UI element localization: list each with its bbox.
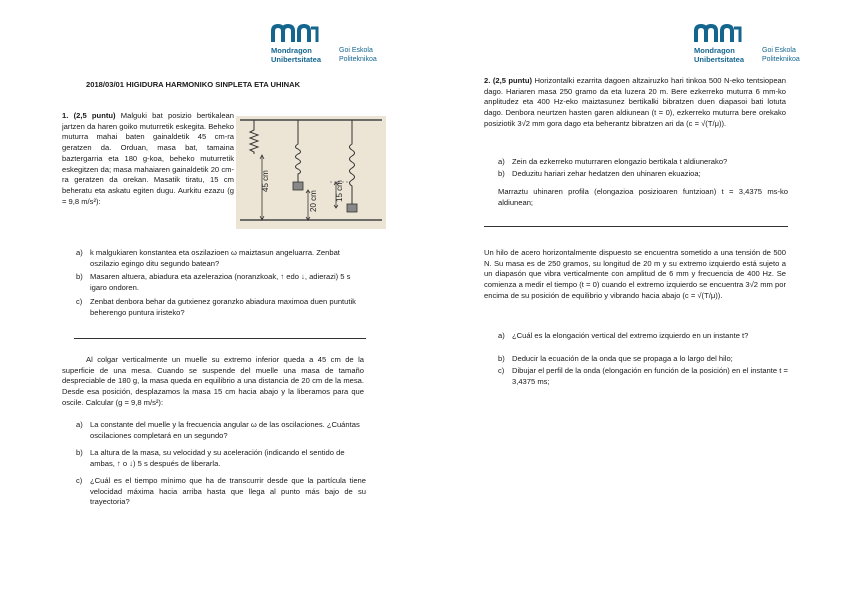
item-text: k malgukiaren konstantea eta oszilazioen ω maiztasun angeluarra. Zenbat oszilazio egingo ditu segundo batean? xyxy=(90,248,340,268)
divider xyxy=(74,338,366,339)
question-2-eu-item-b xyxy=(498,169,788,180)
label-15cm: 15 cm xyxy=(335,180,344,202)
logo-mark-icon xyxy=(694,24,742,44)
question-2-es-item-c xyxy=(498,366,788,388)
item-text: Deduzitu hariari zehar hedatzen den uhinaren ekuazioa; xyxy=(512,169,701,178)
spring-diagram-icon xyxy=(236,116,386,229)
university-logo xyxy=(694,24,834,66)
item-text: ¿Cuál es el tiempo mínimo que ha de transcurrir desde que la partícula tiene velocidad máxima hacia arriba hasta que llega al punto más bajo de su trayectoria? xyxy=(90,476,366,507)
logo-name-line2: Unibertsitatea xyxy=(694,55,745,64)
question-1-number: 1. xyxy=(62,111,69,120)
item-label: c) xyxy=(76,476,83,485)
label-20cm: 20 cm xyxy=(309,190,318,212)
question-1-es-text: Al colgar verticalmente un muelle su extremo inferior queda a 45 cm de la superficie de una mesa. Cuando se suspende del muelle una masa de tamaño despreciable de 180 g, la masa queda en equilibrio a una distancia de 20 cm de la mesa. Desde esa posición, desplazamos la masa 15 cm hacia abajo y la liberamos para que oscile. Calcular (g = 9,8 m/s²): xyxy=(62,355,364,407)
item-label: b) xyxy=(76,448,83,457)
logo-school-line1: Goi Eskola xyxy=(762,47,796,54)
item-label: b) xyxy=(76,272,83,281)
item-text: La constante del muelle y la frecuencia angular ω de las oscilaciones. ¿Cuántas oscilaciones completará en un segundo? xyxy=(90,420,360,440)
logo-name-line2: Unibertsitatea xyxy=(271,55,322,64)
university-logo xyxy=(271,24,411,66)
question-2-es-item-a xyxy=(498,331,788,353)
item-label: a) xyxy=(498,157,505,166)
item-label: a) xyxy=(76,420,83,429)
question-2-points: (2,5 puntu) xyxy=(492,76,532,85)
divider xyxy=(484,226,788,227)
question-1-points: (2,5 puntu) xyxy=(73,111,116,120)
item-text: ¿Cuál es la elongación vertical del extremo izquierdo en un instante t? xyxy=(512,331,749,340)
item-text: Dibujar el perfil de la onda (elongación en función de la posición) en el instante t = 3,4375 ms; xyxy=(512,366,788,386)
question-1-eu-item-b xyxy=(76,272,366,294)
question-1-es-item-a xyxy=(76,420,366,442)
item-label: c) xyxy=(76,297,83,306)
question-2-eu-text: Horizontalki ezarrita dagoen altzairuzko hari tinkoa 500 N-eko tentsiopean dago. Hariaren masa 250 gramo da eta luzera 20 m. Bere ezkerreko muturra 6 mm-ko anplitudez eta 400 Hz-eko maiztasunez bertikalki bibratzen duen diapasoi bati lotuta dago. Denbora neurtzen hasten garen aldiunean (t = 0), ezkerreko muturra bere orekako posiziotik 3√2 mm gora dago eta beherantz bibratzen ari da (c = √(T/μ)). xyxy=(484,76,786,128)
item-label: a) xyxy=(498,331,505,340)
item-text: Zein da ezkerreko muturraren elongazio bertikala t aldiunerako? xyxy=(512,157,728,166)
spring-figure xyxy=(236,116,386,229)
logo-school-line2: Politeknikoa xyxy=(762,56,800,63)
item-text: Zenbat denbora behar da gutxienez goranzko abiadura maximoa duen puntutik beherengo puntura iristeko? xyxy=(90,297,356,317)
question-1-es-item-b xyxy=(76,448,366,470)
exam-title: 2018/03/01 HIGIDURA HARMONIKO SINPLETA ETA UHINAK xyxy=(86,80,301,89)
item-label: b) xyxy=(498,354,505,363)
question-1-eu-item-c xyxy=(76,297,366,319)
question-2-eu-item-a xyxy=(498,157,788,168)
question-2-es-item-b xyxy=(498,354,788,365)
item-text: Deducir la ecuación de la onda que se propaga a lo largo del hilo; xyxy=(512,354,733,363)
logo-name-line1: Mondragon xyxy=(694,46,735,55)
question-2-es-text: Un hilo de acero horizontalmente dispuesto se encuentra sometido a una tensión de 500 N. Su masa es de 250 gramos, su longitud de 20 m y su extremo izquierdo está sujeto a un diapasón que vibra verticalmente con amplitud de 6 mm y frecuencia de 400 Hz. Se comienza a medir el tiempo (t = 0) cuando el extremo izquierdo se encuentra 3√2 mm por encima de su posición de equilibrio y vibrando hacia abajo (c = √(T/μ)). xyxy=(484,248,786,300)
question-1-eu xyxy=(62,111,234,207)
item-label: a) xyxy=(76,248,83,257)
question-1-es-item-c xyxy=(76,476,366,510)
right-page xyxy=(424,0,848,599)
question-2-eu xyxy=(484,76,786,130)
question-1-eu-text: Malguki bat posizio bertikalean jartzen da haren goiko muturretik eskegita. Beheko muturra mahai baten gainaldetik 45 cm-ra geratzen da. Orduan, masa bat, tamaina baztergarria eta 180 g-koa, beheko muturretik eskegitzen da; masa mahaiaren gainaldetik 20 cm-ra geratzen da orekan. Masatik tiratu, 15 cm beheratu eta askatu egiten dugu. Aurkitu ezazu (g = 9,8 m/s²): xyxy=(62,111,234,206)
logo-mark-icon xyxy=(271,24,319,44)
question-1-eu-item-a xyxy=(76,248,366,270)
label-45cm: 45 cm xyxy=(261,170,270,192)
logo-name-line1: Mondragon xyxy=(271,46,312,55)
item-text: Masaren altuera, abiadura eta azelerazioa (noranzkoak, ↑ edo ↓, adierazi) 5 s igaro ondoren. xyxy=(90,272,351,292)
logo-school-line1: Goi Eskola xyxy=(339,47,373,54)
item-label: b) xyxy=(498,169,505,178)
logo-school-line2: Politeknikoa xyxy=(339,56,377,63)
item-text: La altura de la masa, su velocidad y su aceleración (indicando el sentido de ambas, ↑ o ↓) 5 s después de liberarla. xyxy=(90,448,345,468)
question-2-number: 2. xyxy=(484,76,491,85)
item-label: c) xyxy=(498,366,505,375)
question-2-eu-extra: Marraztu uhinaren profila (elongazioa posizioaren funtzioan) t = 3,4375 ms-ko aldiunean; xyxy=(498,187,788,207)
